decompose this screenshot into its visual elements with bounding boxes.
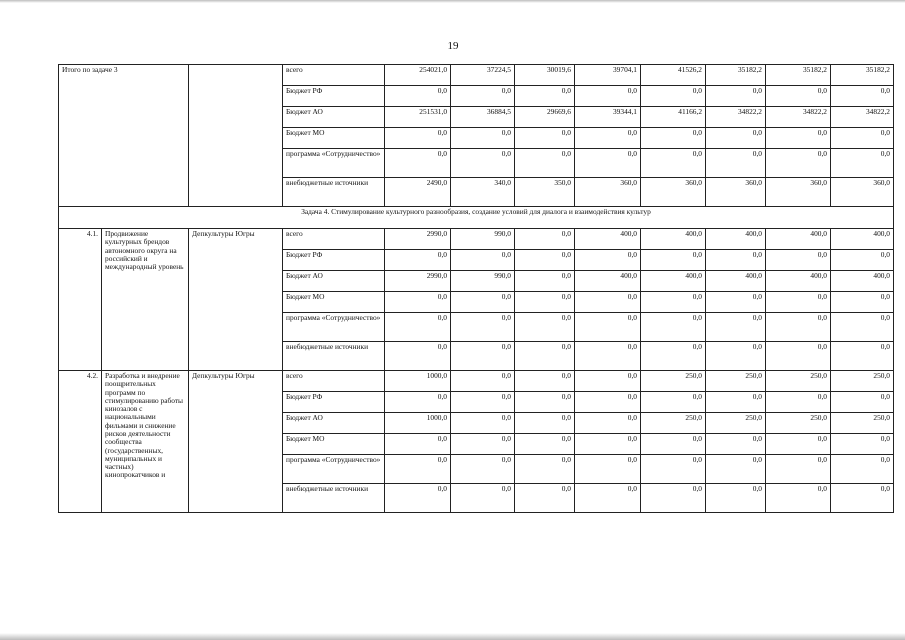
amount-cell: 0,0 [451,434,515,455]
amount-cell: 39344,1 [575,107,641,128]
amount-cell: 36884,5 [451,107,515,128]
amount-cell: 0,0 [766,313,831,342]
amount-cell: 0,0 [831,455,894,484]
amount-cell: 990,0 [451,271,515,292]
amount-cell: 0,0 [385,434,451,455]
amount-cell: 39704,1 [575,65,641,86]
amount-cell: 0,0 [575,392,641,413]
amount-cell: 1000,0 [385,371,451,392]
task-header-row [59,207,894,229]
amount-cell: 0,0 [575,413,641,434]
amount-cell: 0,0 [831,250,894,271]
amount-cell: 0,0 [831,484,894,513]
amount-cell: 41166,2 [641,107,706,128]
funding-source: программа «Сотрудничество» [283,149,385,178]
funding-source: всего [283,229,385,250]
amount-cell: 2990,0 [385,229,451,250]
amount-cell: 0,0 [515,229,575,250]
amount-cell: 0,0 [575,86,641,107]
amount-cell: 0,0 [641,313,706,342]
amount-cell: 34822,2 [766,107,831,128]
amount-cell: 0,0 [641,149,706,178]
amount-cell: 250,0 [766,413,831,434]
item-number: 4.1. [59,229,102,371]
budget-table [58,64,894,513]
amount-cell: 1000,0 [385,413,451,434]
amount-cell: 0,0 [641,128,706,149]
amount-cell: 30019,6 [515,65,575,86]
amount-cell: 0,0 [831,292,894,313]
amount-cell: 0,0 [385,342,451,371]
item-number: 4.2. [59,371,102,513]
amount-cell: 0,0 [766,149,831,178]
amount-cell: 400,0 [831,229,894,250]
amount-cell: 0,0 [706,434,766,455]
funding-source: Бюджет РФ [283,250,385,271]
item-executor: Депкультуры Югры [189,229,283,371]
amount-cell: 0,0 [385,313,451,342]
amount-cell: 400,0 [575,229,641,250]
amount-cell: 0,0 [515,250,575,271]
amount-cell: 250,0 [706,371,766,392]
amount-cell: 0,0 [515,292,575,313]
amount-cell: 0,0 [575,434,641,455]
amount-cell: 400,0 [766,271,831,292]
table-row [59,229,894,250]
amount-cell: 0,0 [766,250,831,271]
amount-cell: 0,0 [706,342,766,371]
amount-cell: 0,0 [515,434,575,455]
funding-source: всего [283,65,385,86]
amount-cell: 0,0 [641,455,706,484]
amount-cell: 0,0 [831,128,894,149]
amount-cell: 0,0 [766,484,831,513]
amount-cell: 0,0 [706,455,766,484]
amount-cell: 0,0 [831,86,894,107]
executor-cell [189,65,283,207]
amount-cell: 400,0 [706,271,766,292]
amount-cell: 360,0 [766,178,831,207]
amount-cell: 0,0 [515,271,575,292]
amount-cell: 0,0 [706,392,766,413]
amount-cell: 0,0 [575,292,641,313]
amount-cell: 250,0 [641,413,706,434]
amount-cell: 250,0 [831,413,894,434]
amount-cell: 250,0 [706,413,766,434]
amount-cell: 34822,2 [831,107,894,128]
amount-cell: 0,0 [385,484,451,513]
funding-source: Бюджет АО [283,413,385,434]
amount-cell: 0,0 [451,292,515,313]
amount-cell: 400,0 [706,229,766,250]
amount-cell: 0,0 [831,392,894,413]
amount-cell: 0,0 [575,149,641,178]
amount-cell: 990,0 [451,229,515,250]
funding-source: программа «Сотрудничество» [283,455,385,484]
amount-cell: 0,0 [385,455,451,484]
amount-cell: 360,0 [706,178,766,207]
amount-cell: 0,0 [515,313,575,342]
amount-cell: 0,0 [451,455,515,484]
amount-cell: 0,0 [451,371,515,392]
amount-cell: 41526,2 [641,65,706,86]
page-number: 19 [447,40,459,52]
funding-source: Бюджет РФ [283,86,385,107]
amount-cell: 37224,5 [451,65,515,86]
amount-cell: 254021,0 [385,65,451,86]
funding-source: Бюджет РФ [283,392,385,413]
amount-cell: 0,0 [706,86,766,107]
amount-cell: 0,0 [641,484,706,513]
amount-cell: 0,0 [706,313,766,342]
amount-cell: 0,0 [385,149,451,178]
amount-cell: 0,0 [385,292,451,313]
amount-cell: 0,0 [641,250,706,271]
scan-edge-bottom [0,633,905,640]
amount-cell: 0,0 [831,149,894,178]
amount-cell: 360,0 [575,178,641,207]
amount-cell: 2490,0 [385,178,451,207]
amount-cell: 0,0 [515,86,575,107]
amount-cell: 400,0 [641,229,706,250]
funding-source: внебюджетные источники [283,484,385,513]
amount-cell: 0,0 [641,392,706,413]
amount-cell: 0,0 [575,455,641,484]
funding-source: Бюджет МО [283,434,385,455]
amount-cell: 400,0 [831,271,894,292]
item-executor: Депкультуры Югры [189,371,283,513]
amount-cell: 35182,2 [766,65,831,86]
amount-cell: 0,0 [451,484,515,513]
amount-cell: 2990,0 [385,271,451,292]
amount-cell: 0,0 [831,313,894,342]
amount-cell: 0,0 [385,128,451,149]
funding-source: Бюджет МО [283,292,385,313]
amount-cell: 0,0 [831,342,894,371]
amount-cell: 0,0 [575,484,641,513]
amount-cell: 0,0 [766,128,831,149]
amount-cell: 0,0 [575,342,641,371]
amount-cell: 0,0 [706,250,766,271]
amount-cell: 0,0 [575,313,641,342]
amount-cell: 0,0 [766,455,831,484]
amount-cell: 0,0 [515,128,575,149]
amount-cell: 0,0 [766,392,831,413]
amount-cell: 0,0 [575,371,641,392]
amount-cell: 34822,2 [706,107,766,128]
amount-cell: 35182,2 [831,65,894,86]
amount-cell: 250,0 [831,371,894,392]
amount-cell: 0,0 [385,86,451,107]
amount-cell: 35182,2 [706,65,766,86]
amount-cell: 0,0 [575,250,641,271]
amount-cell: 400,0 [766,229,831,250]
amount-cell: 360,0 [641,178,706,207]
amount-cell: 0,0 [451,413,515,434]
amount-cell: 350,0 [515,178,575,207]
amount-cell: 0,0 [515,455,575,484]
amount-cell: 360,0 [831,178,894,207]
amount-cell: 0,0 [766,86,831,107]
amount-cell: 0,0 [831,434,894,455]
amount-cell: 0,0 [451,392,515,413]
amount-cell: 0,0 [515,371,575,392]
table-row [59,65,894,86]
amount-cell: 250,0 [641,371,706,392]
item-name: Разработка и внедрение поощрительных программ по стимулированию работы кинозалов с национальными фильмами и снижение рисков деятельности сообщества (государственных, муниципальных и частных) кинопрокатчиков и [102,371,189,513]
amount-cell: 0,0 [766,434,831,455]
amount-cell: 0,0 [451,86,515,107]
amount-cell: 0,0 [515,392,575,413]
amount-cell: 0,0 [451,342,515,371]
amount-cell: 0,0 [515,484,575,513]
amount-cell: 0,0 [451,128,515,149]
amount-cell: 400,0 [641,271,706,292]
amount-cell: 0,0 [451,149,515,178]
amount-cell: 0,0 [766,342,831,371]
funding-source: программа «Сотрудничество» [283,313,385,342]
funding-source: Бюджет АО [283,271,385,292]
amount-cell: 0,0 [641,342,706,371]
funding-source: внебюджетные источники [283,178,385,207]
task-header: Задача 4. Стимулирование культурного разнообразия, создание условий для диалога и взаимодействия культур [59,207,894,229]
amount-cell: 0,0 [706,149,766,178]
funding-source: всего [283,371,385,392]
amount-cell: 0,0 [451,250,515,271]
amount-cell: 0,0 [706,484,766,513]
amount-cell: 0,0 [641,86,706,107]
amount-cell: 251531,0 [385,107,451,128]
item-name: Продвижение культурных брендов автономного округа на российский и международный уровень [102,229,189,371]
amount-cell: 0,0 [385,250,451,271]
funding-source: внебюджетные источники [283,342,385,371]
funding-source: Бюджет МО [283,128,385,149]
amount-cell: 0,0 [641,292,706,313]
totals-label: Итого по задаче 3 [59,65,189,207]
amount-cell: 0,0 [766,292,831,313]
amount-cell: 250,0 [766,371,831,392]
amount-cell: 0,0 [706,128,766,149]
amount-cell: 0,0 [575,128,641,149]
amount-cell: 0,0 [385,392,451,413]
amount-cell: 0,0 [515,149,575,178]
amount-cell: 0,0 [706,292,766,313]
amount-cell: 340,0 [451,178,515,207]
amount-cell: 29669,6 [515,107,575,128]
amount-cell: 400,0 [575,271,641,292]
table-row [59,371,894,392]
amount-cell: 0,0 [641,434,706,455]
amount-cell: 0,0 [451,313,515,342]
funding-source: Бюджет АО [283,107,385,128]
scan-edge-top [0,0,905,3]
amount-cell: 0,0 [515,413,575,434]
amount-cell: 0,0 [515,342,575,371]
